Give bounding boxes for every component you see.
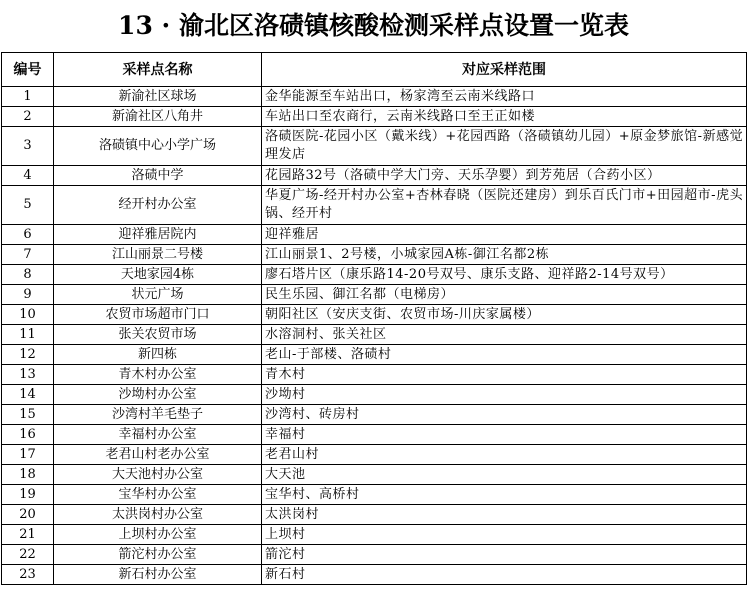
sampling-range: 花园路32号（洛碛中学大门旁、天乐孕婴）到芳苑居（合药小区） (262, 166, 747, 186)
row-number: 6 (2, 225, 54, 245)
sampling-range: 老山-于部楼、洛碛村 (262, 345, 747, 365)
table-row (2, 425, 747, 445)
row-number: 1 (2, 87, 54, 107)
table-row (2, 166, 747, 186)
sampling-range: 廖石塔片区（康乐路14-20号双号、康乐支路、迎祥路2-14号双号） (262, 265, 747, 285)
row-number: 23 (2, 565, 54, 585)
row-number: 10 (2, 305, 54, 325)
table-header-row (2, 53, 747, 87)
row-number: 4 (2, 166, 54, 186)
site-name: 大天池村办公室 (54, 465, 262, 485)
header-range: 对应采样范围 (262, 53, 747, 87)
sampling-range: 太洪岗村 (262, 505, 747, 525)
page-title: 13 · 渝北区洛碛镇核酸检测采样点设置一览表 (118, 11, 629, 40)
site-name: 洛碛镇中心小学广场 (54, 127, 262, 166)
row-number: 8 (2, 265, 54, 285)
site-name: 江山丽景二号楼 (54, 245, 262, 265)
table-row (2, 345, 747, 365)
site-name: 新渝社区八角井 (54, 107, 262, 127)
sampling-range: 江山丽景1、2号楼，小城家园A栋-御江名都2栋 (262, 245, 747, 265)
sampling-range: 车站出口至农商行，云南米线路口至王正如楼 (262, 107, 747, 127)
site-name: 箭沱村办公室 (54, 545, 262, 565)
site-name: 老君山村老办公室 (54, 445, 262, 465)
row-number: 19 (2, 485, 54, 505)
table-row (2, 445, 747, 465)
row-number: 21 (2, 525, 54, 545)
table-body (2, 87, 747, 585)
site-name: 状元广场 (54, 285, 262, 305)
site-name: 迎祥雅居院内 (54, 225, 262, 245)
row-number: 16 (2, 425, 54, 445)
table-row (2, 385, 747, 405)
table-row (2, 325, 747, 345)
table-row (2, 505, 747, 525)
table-row (2, 186, 747, 225)
site-name: 经开村办公室 (54, 186, 262, 225)
sampling-range: 幸福村 (262, 425, 747, 445)
row-number: 5 (2, 186, 54, 225)
table-row (2, 87, 747, 107)
sampling-sites-table (1, 52, 747, 585)
sampling-range: 金华能源至车站出口，杨家湾至云南米线路口 (262, 87, 747, 107)
table-row (2, 127, 747, 166)
table-row (2, 107, 747, 127)
sampling-range: 大天池 (262, 465, 747, 485)
sampling-range: 水溶洞村、张关社区 (262, 325, 747, 345)
site-name: 沙湾村羊毛垫子 (54, 405, 262, 425)
header-num: 编号 (2, 53, 54, 87)
row-number: 2 (2, 107, 54, 127)
table-row (2, 225, 747, 245)
site-name: 农贸市场超市门口 (54, 305, 262, 325)
row-number: 11 (2, 325, 54, 345)
row-number: 9 (2, 285, 54, 305)
header-site: 采样点名称 (54, 53, 262, 87)
site-name: 宝华村办公室 (54, 485, 262, 505)
sampling-range: 民生乐园、御江名都（电梯房） (262, 285, 747, 305)
site-name: 洛碛中学 (54, 166, 262, 186)
row-number: 17 (2, 445, 54, 465)
table-row (2, 565, 747, 585)
table-row (2, 265, 747, 285)
sampling-range: 迎祥雅居 (262, 225, 747, 245)
site-name: 张关农贸市场 (54, 325, 262, 345)
table-row (2, 285, 747, 305)
table-row (2, 485, 747, 505)
sampling-range: 朝阳社区（安庆支街、农贸市场-川庆家属楼） (262, 305, 747, 325)
sampling-range: 洛碛医院-花园小区（戴米线）+花园西路（洛碛镇幼儿园）+原金梦旅馆-新感觉理发店 (262, 127, 747, 166)
sampling-range: 沙湾村、砖房村 (262, 405, 747, 425)
table-row (2, 525, 747, 545)
row-number: 3 (2, 127, 54, 166)
table-row (2, 245, 747, 265)
row-number: 20 (2, 505, 54, 525)
row-number: 7 (2, 245, 54, 265)
sampling-range: 宝华村、高桥村 (262, 485, 747, 505)
sampling-range: 华夏广场-经开村办公室+杏林春晓（医院还建房）到乐百氏门市+田园超市-虎头锅、经开村 (262, 186, 747, 225)
site-name: 太洪岗村办公室 (54, 505, 262, 525)
table-row (2, 405, 747, 425)
table-row (2, 465, 747, 485)
row-number: 15 (2, 405, 54, 425)
sampling-range: 新石村 (262, 565, 747, 585)
row-number: 12 (2, 345, 54, 365)
sampling-range: 老君山村 (262, 445, 747, 465)
sampling-range: 箭沱村 (262, 545, 747, 565)
site-name: 幸福村办公室 (54, 425, 262, 445)
site-name: 天地家园4栋 (54, 265, 262, 285)
sampling-range: 沙坳村 (262, 385, 747, 405)
site-name: 青木村办公室 (54, 365, 262, 385)
table-row (2, 305, 747, 325)
site-name: 沙坳村办公室 (54, 385, 262, 405)
row-number: 18 (2, 465, 54, 485)
table-row (2, 365, 747, 385)
row-number: 13 (2, 365, 54, 385)
row-number: 22 (2, 545, 54, 565)
table-row (2, 545, 747, 565)
sampling-range: 上坝村 (262, 525, 747, 545)
row-number: 14 (2, 385, 54, 405)
site-name: 新石村办公室 (54, 565, 262, 585)
sampling-range: 青木村 (262, 365, 747, 385)
site-name: 新渝社区球场 (54, 87, 262, 107)
site-name: 上坝村办公室 (54, 525, 262, 545)
site-name: 新四栋 (54, 345, 262, 365)
